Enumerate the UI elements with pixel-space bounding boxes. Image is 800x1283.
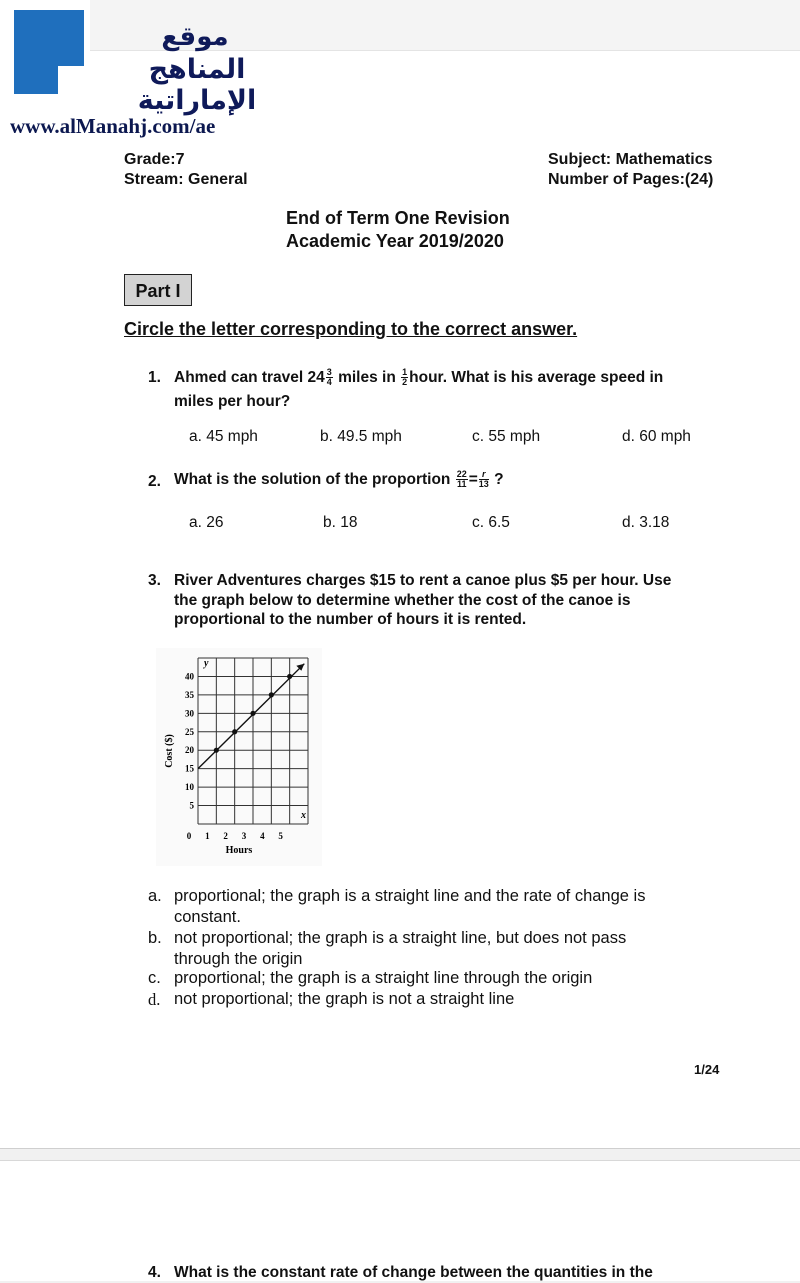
stream-label: Stream: General: [124, 171, 248, 188]
q2-fraction-1: [456, 470, 468, 489]
part-label: Part I: [124, 274, 192, 306]
q1-frac2-num: 1: [402, 367, 408, 378]
q3-answer-a-letter: a.: [148, 887, 162, 905]
q2-option-b[interactable]: b. 18: [323, 514, 358, 531]
q2-fraction-2: [479, 470, 489, 489]
data-point: [214, 748, 219, 753]
data-point: [250, 711, 255, 716]
x-tick-label: 4: [260, 831, 265, 841]
q1-fraction-1: [326, 368, 333, 387]
q3-answer-b-text: [174, 928, 714, 970]
q2-text-b: ?: [494, 471, 504, 488]
instruction: Circle the letter corresponding to the correct answer.: [124, 319, 578, 339]
q2-frac2-den: 13: [478, 479, 489, 490]
question-2: [174, 470, 734, 490]
title-line2: Academic Year 2019/2020: [286, 231, 504, 251]
x-tick-label: 1: [205, 831, 210, 841]
x-tick-label: 2: [223, 831, 228, 841]
q1-fraction-2: [401, 368, 408, 387]
q1-option-b[interactable]: b. 49.5 mph: [320, 428, 402, 445]
q1-text-c: hour. What is his average speed in: [409, 369, 664, 386]
q2-option-a[interactable]: a. 26: [189, 514, 224, 531]
q3-answer-a-line1: proportional; the graph is a straight line and the rate of change is: [174, 887, 646, 905]
q3-line3: proportional to the number of hours it is rented.: [174, 611, 527, 628]
x-tick-label: 0: [186, 831, 192, 841]
y-tick-label: 20: [185, 745, 194, 756]
title-line1: End of Term One Revision: [286, 208, 510, 228]
q1-frac1-den: 4: [326, 377, 332, 388]
y-tick-label: 5: [189, 800, 194, 811]
logo-notch: [58, 66, 84, 94]
q2-frac2-num: r: [479, 470, 489, 480]
q2-text-a: What is the solution of the proportion: [174, 471, 451, 488]
data-point: [232, 729, 237, 734]
data-point: [287, 674, 292, 679]
cost-hours-graph: [156, 648, 322, 866]
q1-text-b: miles in: [338, 369, 396, 386]
y-axis-letter: y: [204, 658, 209, 669]
q1-text-d: miles per hour?: [174, 393, 291, 410]
question-3: [174, 571, 754, 630]
document-page-2: [0, 1160, 800, 1281]
q3-answer-c-letter: c.: [148, 969, 161, 987]
q2-equals: =: [468, 471, 478, 488]
q1-frac2-den: 2: [402, 377, 408, 388]
q3-line1: River Adventures charges $15 to rent a canoe plus $5 per hour. Use: [174, 572, 672, 589]
series-line: [198, 664, 304, 769]
q3-answer-c-text: proportional; the graph is a straight line through the origin: [174, 969, 593, 987]
question-1-number: 1.: [148, 369, 161, 386]
question-2-number: 2.: [148, 473, 161, 490]
q1-text-a: Ahmed can travel 24: [174, 369, 325, 386]
x-axis-label: Hours: [225, 845, 253, 856]
header-left: [124, 150, 248, 190]
x-tick-label: 5: [278, 831, 283, 841]
q3-answer-d-letter: d.: [148, 990, 161, 1009]
header-right: [548, 150, 713, 190]
pages-label: Number of Pages:(24): [548, 171, 714, 188]
q1-option-c[interactable]: c. 55 mph: [472, 428, 541, 445]
page-number: 1/24: [694, 1062, 720, 1077]
q3-answer-a-text: [174, 886, 714, 928]
q3-answer-a-line2: constant.: [174, 908, 241, 926]
q3-answer-b-line2: through the origin: [174, 950, 303, 968]
q2-frac1-den: 11: [456, 479, 467, 490]
q1-option-d[interactable]: d. 60 mph: [622, 428, 691, 445]
y-tick-label: 10: [185, 782, 194, 793]
y-tick-label: 15: [185, 763, 194, 774]
q3-answer-d-text: not proportional; the graph is not a straight line: [174, 990, 515, 1008]
y-tick-label: 35: [185, 689, 194, 700]
subject-label: Subject: Mathematics: [548, 151, 713, 168]
data-point: [269, 692, 274, 697]
graph-svg: [156, 648, 322, 866]
q2-option-d[interactable]: d. 3.18: [622, 514, 670, 531]
question-3-number: 3.: [148, 572, 161, 589]
logo-text-line1: موقع: [161, 22, 229, 52]
q3-answer-b-letter: b.: [148, 929, 162, 947]
document-title: [286, 207, 510, 253]
x-axis-letter: x: [301, 810, 306, 821]
q2-frac1-num: 22: [456, 469, 467, 480]
q2-option-c[interactable]: c. 6.5: [472, 514, 510, 531]
x-tick-label: 3: [241, 831, 247, 841]
y-axis-label: Cost ($): [164, 734, 175, 768]
y-tick-label: 40: [185, 671, 194, 682]
q1-frac1-num: 3: [326, 367, 332, 378]
y-tick-label: 25: [185, 726, 194, 737]
grade-label: Grade:7: [124, 151, 185, 168]
question-1: [174, 368, 734, 412]
logo-text-line2: المناهج الإماراتية: [137, 54, 257, 116]
site-url[interactable]: www.alManahj.com/ae: [10, 114, 216, 138]
y-tick-label: 30: [185, 708, 194, 719]
q3-line2: the graph below to determine whether the cost of the canoe is: [174, 591, 631, 609]
q1-option-a[interactable]: a. 45 mph: [189, 428, 258, 445]
question-4: What is the constant rate of change between the quantities in the: [174, 1264, 653, 1281]
question-4-number: 4.: [148, 1264, 161, 1281]
q3-answer-b-line1: not proportional; the graph is a straight line, but does not pass: [174, 929, 627, 947]
